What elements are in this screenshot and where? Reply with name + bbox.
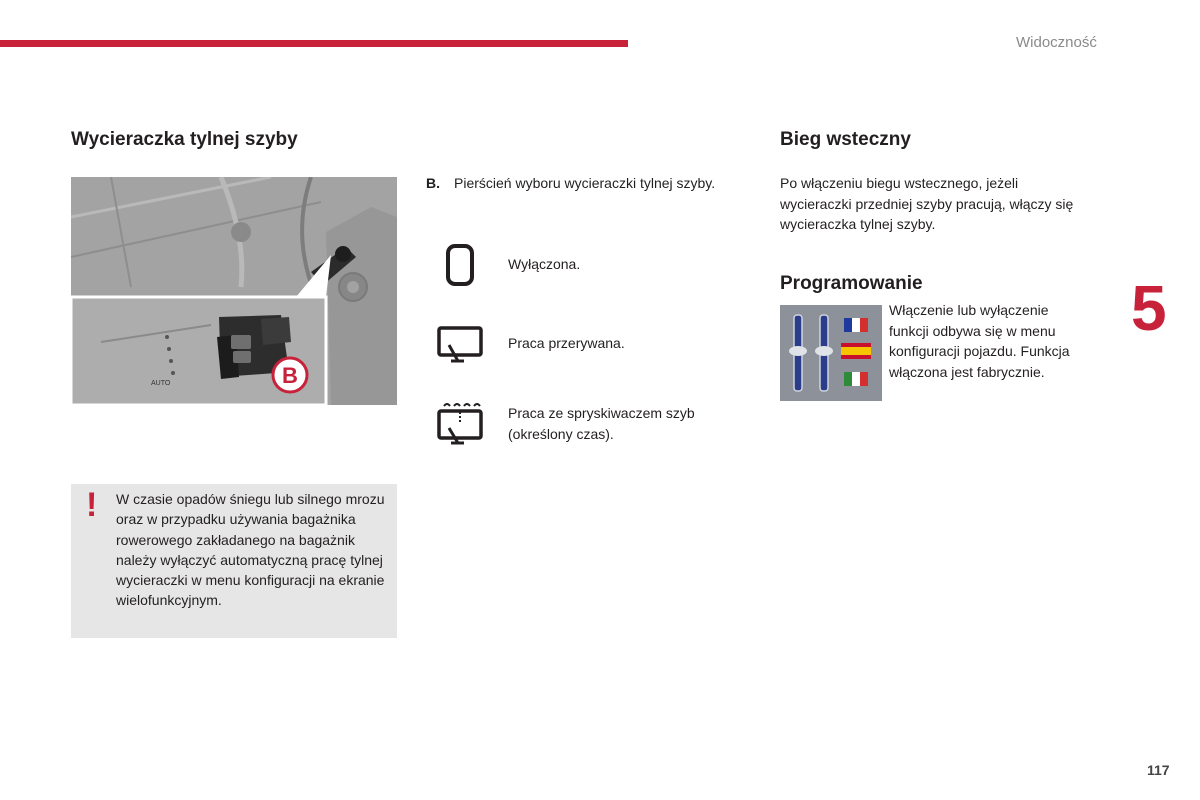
wiper-intermittent-icon	[436, 321, 486, 371]
mode-intermittent-text: Praca przerywana.	[508, 335, 625, 351]
section-header: Widoczność	[1016, 34, 1097, 51]
wiper-off-icon	[436, 240, 486, 290]
chapter-number: 5	[1131, 272, 1167, 344]
reverse-gear-heading: Bieg wsteczny	[780, 129, 911, 150]
warning-box	[71, 484, 397, 638]
warning-text: W czasie opadów śniegu lub silnego mrozu oraz w przypadku używania bagażnika rowerowego zakładanego na bagażnik należy wyłączyć automatyczną pracę tylnej wycieraczki w menu konfiguracji na ekranie wielofunkcyjnym.	[116, 491, 385, 609]
warning-icon: !	[86, 486, 98, 524]
wiper-washer-icon	[436, 398, 486, 448]
config-menu-thumbnail	[780, 305, 882, 401]
reverse-gear-text: Po włączeniu biegu wstecznego, jeżeli wycieraczki przedniej szyby pracują, włączy się wycieraczka tylnej szyby.	[780, 175, 1074, 232]
mode-off-text: Wyłączona.	[508, 256, 581, 272]
programming-text: Włączenie lub wyłączenie funkcji odbywa się w menu konfiguracji pojazdu. Funkcja włączona jest fabrycznie.	[889, 302, 1070, 380]
label-b-description: Pierścień wyboru wycieraczki tylnej szyby.	[454, 175, 716, 191]
mode-washer-text: Praca ze spryskiwaczem szyb (określony czas).	[508, 405, 695, 442]
label-b: B.	[426, 175, 440, 191]
page-number: 117	[1147, 762, 1170, 778]
top-accent-bar	[0, 40, 628, 47]
callout-b: B	[282, 363, 298, 388]
rear-wiper-heading: Wycieraczka tylnej szyby	[71, 129, 298, 150]
auto-label: AUTO	[151, 380, 171, 387]
wiper-stalk-photo	[71, 177, 397, 405]
programming-heading: Programowanie	[780, 273, 923, 294]
